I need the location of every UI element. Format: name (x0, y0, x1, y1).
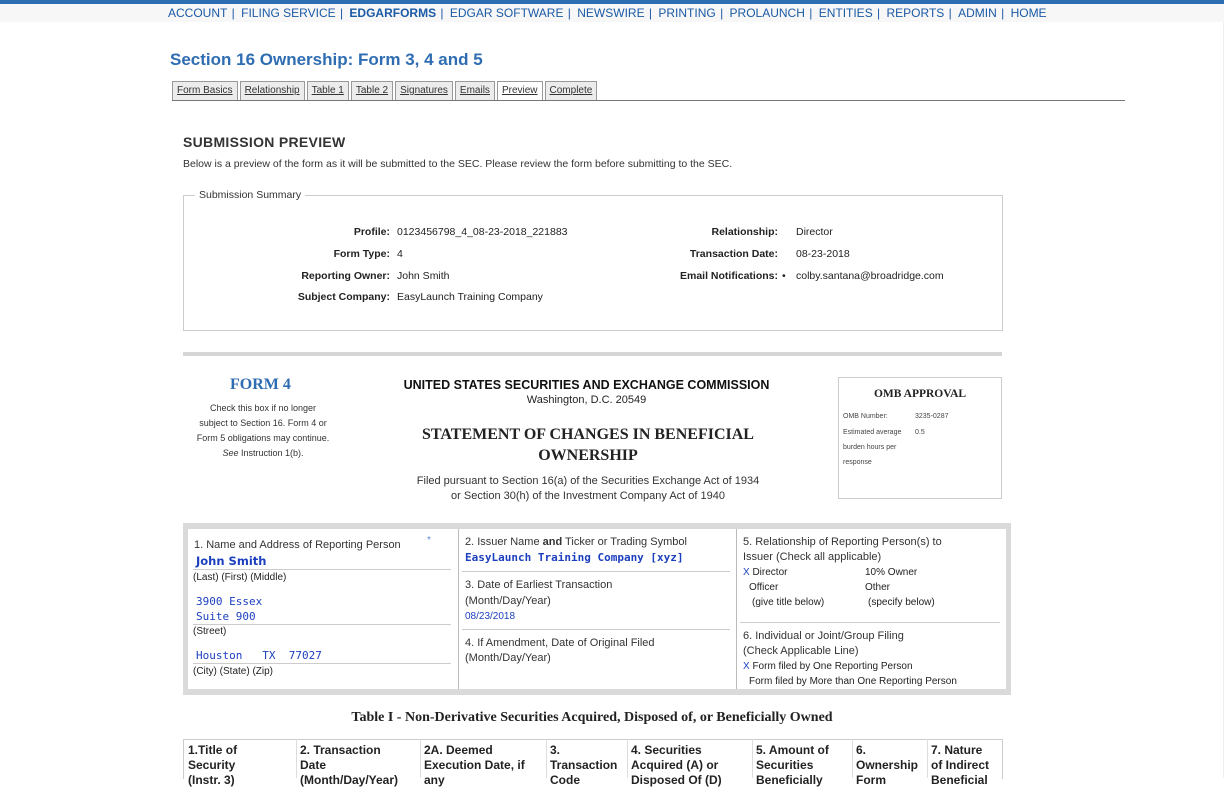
nav-separator: | (805, 6, 816, 20)
column-header-line: 7. Nature (931, 743, 983, 757)
page-title: Section 16 Ownership: Form 3, 4 and 5 (170, 50, 483, 69)
reporting-person-name: John Smith (196, 554, 267, 568)
table-1-title: Table I - Non-Derivative Securities Acquired, Disposed of, or Beneficially Owned (351, 710, 833, 725)
tab-table-2[interactable]: Table 2 (351, 81, 393, 101)
officer-label: Officer (749, 582, 779, 593)
one-person-row (743, 661, 913, 672)
table-1-column-divider (852, 739, 853, 778)
director-label: Director (752, 567, 788, 578)
omb-average-value: 0.5 (915, 429, 925, 436)
column-header-line: Beneficial (931, 773, 988, 787)
issuer-name: EasyLaunch Training Company [xyz] (465, 551, 684, 564)
nav-entities[interactable]: ENTITIES (818, 6, 873, 20)
earliest-transaction-date: 08/23/2018 (465, 611, 516, 622)
nav-separator: | (716, 6, 727, 20)
table-1-column-header (756, 743, 829, 788)
check-note-line-4: Instruction 1(b). (238, 448, 304, 458)
other-note: (specify below) (868, 597, 935, 608)
amendment-label: 4. If Amendment, Date of Original Filed (465, 637, 655, 649)
omb-number-label: OMB Number: (843, 413, 888, 420)
email-notifications-label: Email Notifications: (679, 270, 778, 282)
table-1-column-divider (927, 739, 928, 778)
table-1-column-header (424, 743, 525, 788)
column-header-line: Execution Date, if (424, 758, 525, 772)
filing-type-label: 6. Individual or Joint/Group Filing (743, 630, 904, 642)
section-divider (183, 352, 1002, 356)
issuer-label (465, 535, 687, 550)
column-header-line: Code (550, 773, 580, 787)
tab-signatures[interactable]: Signatures (395, 81, 453, 101)
statement-title-line-2: OWNERSHIP (538, 447, 638, 464)
table-1-column-divider (627, 739, 628, 778)
street-line-1: 3900 Essex (196, 595, 263, 608)
nav-separator: | (228, 6, 239, 20)
profile-value: 0123456798_4_08-23-2018_221883 (397, 226, 568, 238)
tab-form-basics[interactable]: Form Basics (172, 81, 238, 101)
statement-title-line-1: STATEMENT OF CHANGES IN BENEFICIAL (422, 426, 754, 443)
tab-complete[interactable]: Complete (545, 81, 598, 101)
amendment-format: (Month/Day/Year) (465, 652, 551, 664)
column-header-line: 2. Transaction (300, 743, 381, 757)
tabs-underline (172, 100, 1125, 101)
director-check-mark: X (743, 567, 750, 578)
multi-person-label: Form filed by More than One Reporting Person (749, 676, 957, 687)
column-header-line: 1.Title of (188, 743, 238, 757)
table-1-column-header (300, 743, 398, 788)
column-header-line: 5. Amount of (756, 743, 829, 757)
subject-company-label: Subject Company: (297, 291, 390, 303)
column-header-line: Transaction (550, 758, 618, 772)
column-header-line: Securities (756, 758, 814, 772)
tab-emails[interactable]: Emails (455, 81, 495, 101)
city-caption: (City) (State) (Zip) (193, 666, 273, 677)
earliest-transaction-format: (Month/Day/Year) (465, 595, 551, 607)
issuer-underline (462, 571, 730, 572)
column-header-line: (Instr. 3) (188, 773, 235, 787)
column-header-line: (Month/Day/Year) (300, 773, 399, 787)
omb-approval-title: OMB APPROVAL (873, 388, 967, 400)
nav-separator: | (336, 6, 347, 20)
table-1-column-header (188, 743, 237, 788)
issuer-label-post: Ticker or Trading Symbol (562, 536, 687, 548)
nav-separator: | (873, 6, 884, 20)
table-1-column-header (550, 743, 617, 788)
city-state-zip: Houston TX 77027 (196, 649, 322, 662)
column-header-line: of Indirect (931, 758, 990, 772)
wizard-tabs (172, 81, 599, 101)
commission-location: Washington, D.C. 20549 (526, 394, 647, 406)
column-header-line: Date (300, 758, 327, 772)
table-1-column-divider (752, 739, 753, 778)
nav-printing[interactable]: PRINTING (658, 6, 716, 20)
submission-preview-description: Below is a preview of the form as it will be submitted to the SEC. Please review the form before submitting to the SEC. (183, 158, 733, 170)
relationship-value: Director (796, 226, 833, 238)
date-underline (462, 629, 730, 630)
check-note-line-2: subject to Section 16. Form 4 or (199, 418, 327, 428)
relationship-underline (740, 622, 1000, 623)
column-header-line: 4. Securities (631, 743, 702, 757)
submission-preview-heading: SUBMISSION PREVIEW (183, 134, 346, 150)
table-1-column-header (631, 743, 722, 788)
table-1-column-divider (420, 739, 421, 778)
statement-title (388, 424, 788, 466)
profile-label: Profile: (353, 226, 390, 238)
reporting-person-label: 1. Name and Address of Reporting Person (194, 539, 401, 551)
omb-average-label: Estimated average (843, 429, 902, 436)
column-header-line: Beneficially (756, 773, 823, 787)
submission-summary-legend: Submission Summary (195, 189, 305, 201)
street-underline (193, 624, 451, 625)
email-bullet: • (782, 270, 786, 282)
filed-line-2: or Section 30(h) of the Investment Company Act of 1940 (451, 490, 725, 502)
grid-divider-1 (458, 529, 459, 689)
column-header-line: 2A. Deemed (424, 743, 493, 757)
required-asterisk: * (427, 535, 431, 546)
city-underline (193, 663, 451, 664)
nav-filing-service[interactable]: FILING SERVICE (241, 6, 336, 20)
nav-separator: | (997, 6, 1008, 20)
omb-burden-line-2: response (843, 459, 872, 466)
nav-edgarforms[interactable]: EDGARFORMS (349, 6, 437, 20)
grid-divider-2 (736, 529, 737, 689)
tab-table-1[interactable]: Table 1 (307, 81, 349, 101)
table-1-column-header (856, 743, 918, 788)
tab-preview[interactable]: Preview (497, 81, 543, 101)
top-navigation (168, 6, 1047, 20)
check-note-line-3: Form 5 obligations may continue. (196, 433, 330, 443)
earliest-transaction-label: 3. Date of Earliest Transaction (465, 579, 613, 591)
one-person-label: Form filed by One Reporting Person (752, 661, 913, 672)
street-line-2: Suite 900 (196, 610, 256, 623)
column-header-line: Disposed Of (D) (631, 773, 722, 787)
relationship-box-sublabel: Issuer (Check all applicable) (743, 551, 882, 563)
name-caption: (Last) (First) (Middle) (193, 572, 287, 583)
tab-relationship[interactable]: Relationship (240, 81, 305, 101)
table-1-column-divider (546, 739, 547, 778)
column-header-line: Form (856, 773, 886, 787)
commission-title: UNITED STATES SECURITIES AND EXCHANGE COMMISSION (403, 378, 770, 392)
form-type-label: Form Type: (333, 248, 390, 260)
ten-percent-owner-label: 10% Owner (865, 567, 918, 578)
nav-newswire[interactable]: NEWSWIRE (577, 6, 645, 20)
check-note-line-1: Check this box if no longer (209, 403, 317, 413)
nav-prolaunch[interactable]: PROLAUNCH (729, 6, 805, 20)
nav-home[interactable]: HOME (1010, 6, 1047, 20)
issuer-label-and: and (542, 536, 563, 548)
table-1-column-divider (296, 739, 297, 778)
issuer-label-pre: 2. Issuer Name (465, 536, 543, 548)
column-header-line: Ownership (856, 758, 919, 772)
nav-separator: | (437, 6, 447, 20)
reporting-owner-value: John Smith (397, 270, 450, 282)
one-person-check-mark: X (743, 661, 750, 672)
nav-account[interactable]: ACCOUNT (168, 6, 228, 20)
transaction-date-value: 08-23-2018 (796, 248, 850, 260)
column-header-line: 3. (550, 743, 561, 757)
street-caption: (Street) (193, 626, 227, 637)
nav-separator: | (645, 6, 656, 20)
nav-separator: | (564, 6, 575, 20)
column-header-line: Security (188, 758, 236, 772)
nav-admin[interactable]: ADMIN (958, 6, 997, 20)
omb-burden-line-1: burden hours per (843, 444, 897, 451)
relationship-box-label: 5. Relationship of Reporting Person(s) to (743, 536, 942, 548)
column-header-line: any (424, 773, 445, 787)
relationship-label: Relationship: (711, 226, 778, 238)
submission-summary-box (183, 195, 1003, 331)
column-header-line: 6. (856, 743, 867, 757)
subject-company-value: EasyLaunch Training Company (397, 291, 543, 303)
email-notification-value: colby.santana@broadridge.com (796, 270, 944, 282)
transaction-date-label: Transaction Date: (689, 248, 778, 260)
filed-pursuant-text (370, 474, 806, 504)
check-note-see: See (222, 448, 239, 458)
other-label: Other (865, 582, 891, 593)
omb-number-value: 3235-0287 (915, 413, 949, 420)
form-name: FORM 4 (230, 376, 291, 393)
column-header-line: Acquired (A) or (631, 758, 719, 772)
filing-type-sublabel: (Check Applicable Line) (743, 645, 859, 657)
nav-reports[interactable]: REPORTS (886, 6, 945, 20)
nav-separator: | (945, 6, 956, 20)
nav-edgar-software[interactable]: EDGAR SOFTWARE (449, 6, 564, 20)
reporting-owner-label: Reporting Owner: (301, 270, 390, 282)
director-row (743, 567, 787, 578)
officer-note: (give title below) (752, 597, 825, 608)
form-type-value: 4 (397, 248, 403, 260)
name-underline (193, 569, 451, 570)
table-1-column-header (931, 743, 989, 788)
form-check-note (183, 401, 343, 461)
filed-line-1: Filed pursuant to Section 16(a) of the Securities Exchange Act of 1934 (416, 475, 760, 487)
